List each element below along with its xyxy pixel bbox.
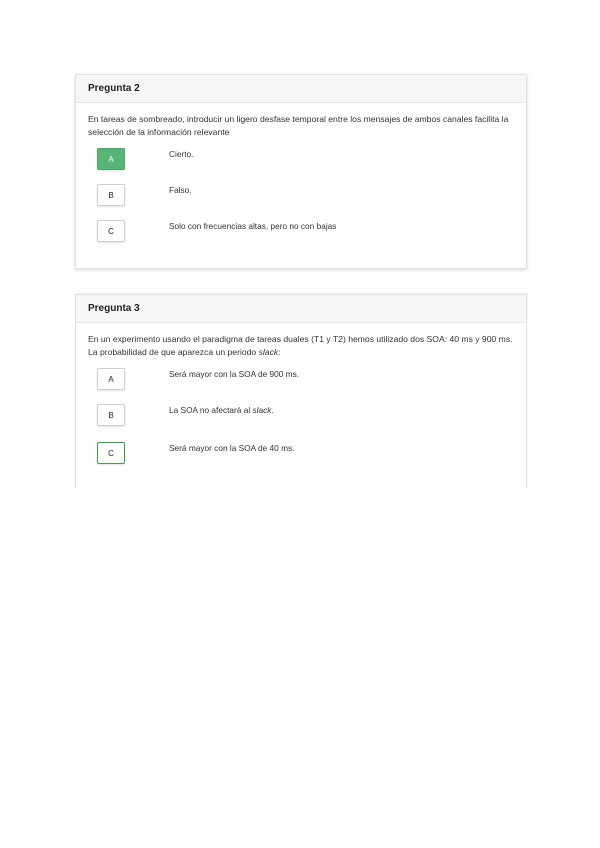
option-b-text xyxy=(169,405,509,415)
option-c-text: Solo con frecuencias altas, pero no con bajas xyxy=(169,221,337,231)
option-a-button[interactable]: A xyxy=(97,148,125,170)
option-b-button[interactable]: B xyxy=(97,184,125,206)
question-text: En tareas de sombreado, introducir un ligero desfase temporal entre los mensajes de ambos canales facilita la selección de la información relevante xyxy=(88,114,509,137)
option-b-text: Falso. xyxy=(169,185,192,195)
option-b-text-main: La SOA no afectará al xyxy=(169,405,253,415)
option-b-button[interactable]: B xyxy=(97,404,125,426)
question-title: Pregunta 3 xyxy=(76,295,526,323)
question-card-2 xyxy=(75,74,527,269)
option-c-button[interactable]: C xyxy=(97,442,125,464)
option-c-text: Será mayor con la SOA de 40 ms. xyxy=(169,443,295,453)
question-text xyxy=(76,333,526,359)
question-text-main: En un experimento usando el paradigma de tareas duales (T1 y T2) hemos utilizado dos SOA: 40 ms y 900 ms. La probabilidad de que aparezca un periodo xyxy=(88,334,513,357)
option-b-text-italic: slack xyxy=(252,405,272,415)
option-b-text-end: . xyxy=(271,405,274,415)
option-a-text: Cierto. xyxy=(169,149,194,159)
option-a-button[interactable]: A xyxy=(97,368,125,390)
question-text-italic: slack xyxy=(258,347,279,357)
question-title: Pregunta 2 xyxy=(76,75,526,103)
question-card-3 xyxy=(75,294,527,488)
option-a-text: Será mayor con la SOA de 900 ms. xyxy=(169,369,300,379)
question-text-end: : xyxy=(278,347,281,357)
option-c-button[interactable]: C xyxy=(97,220,125,242)
